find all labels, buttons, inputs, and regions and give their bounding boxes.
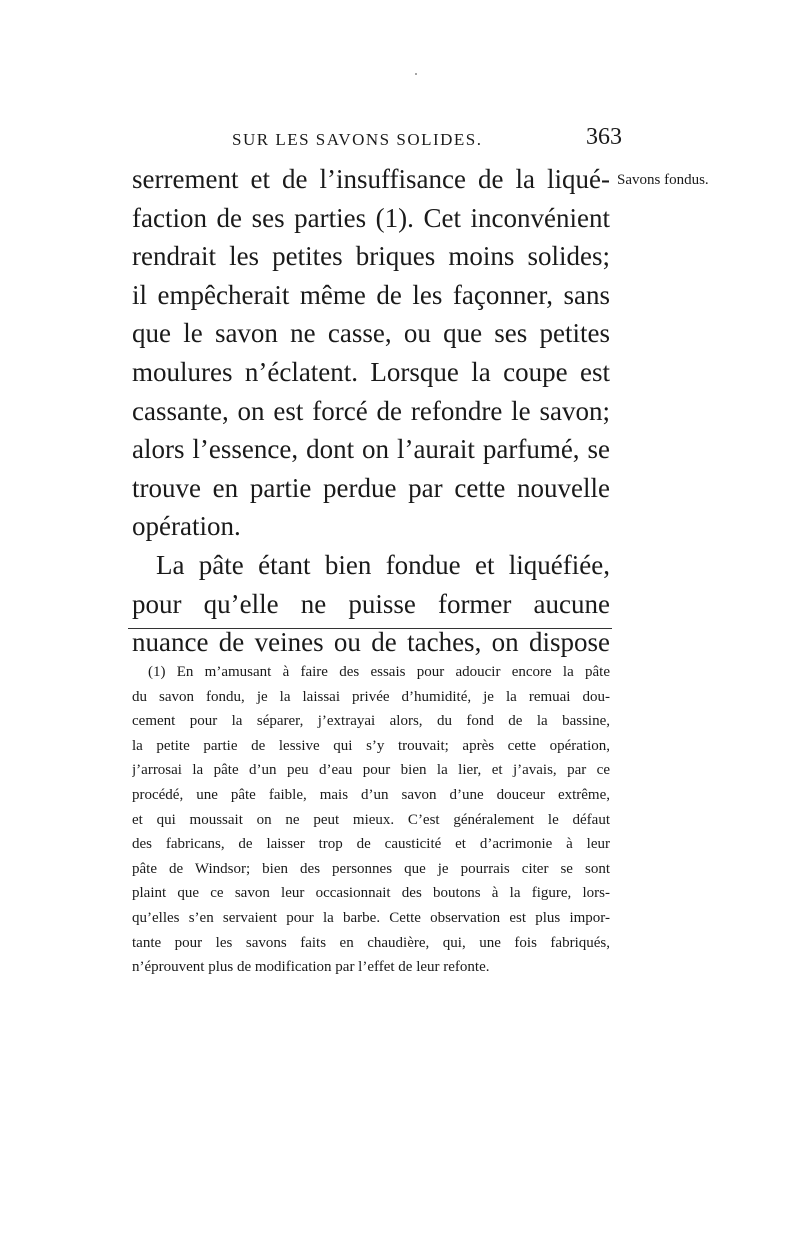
footnote-line: (1) En m’amusant à faire des essais pour adoucir encore la pâte: [148, 664, 610, 680]
body-line: opération.: [132, 511, 241, 542]
footnote: [132, 660, 610, 980]
body-line: rendrait les petites briques moins solides;: [132, 241, 610, 272]
footnote-line: tante pour les savons faits en chaudière, qui, une fois fabriqués,: [132, 934, 610, 951]
footnote-line: qu’elles s’en servaient pour la barbe. Cette observation est plus impor-: [132, 909, 610, 926]
footnote-line: du savon fondu, je la laissai privée d’humidité, je la remuai dou-: [132, 688, 610, 705]
body-text: [132, 160, 610, 662]
body-line: alors l’essence, dont on l’aurait parfumé, se: [132, 434, 610, 465]
body-line: moulures n’éclatent. Lorsque la coupe est: [132, 356, 610, 387]
body-line: serrement et de l’insuffisance de la liqué-: [132, 164, 610, 194]
margin-note: Savons fondus.: [617, 172, 709, 188]
body-line: faction de ses parties (1). Cet inconvénient: [132, 202, 610, 233]
footnote-line: pâte de Windsor; bien des personnes que je pourrais citer se sont: [132, 860, 610, 877]
footnote-line: n’éprouvent plus de modification par l’effet de leur refonte.: [132, 959, 490, 976]
body-line: nuance de veines ou de taches, on dispose: [132, 627, 610, 658]
body-line: trouve en partie perdue par cette nouvelle: [132, 472, 610, 503]
footnote-line: plaint que ce savon leur occasionnait des boutons à la figure, lors-: [132, 885, 610, 902]
body-line: La pâte étant bien fondue et liquéfiée,: [156, 549, 610, 580]
footnote-rule: [128, 628, 612, 629]
body-line: pour qu’elle ne puisse former aucune: [132, 588, 610, 619]
body-line: cassante, on est forcé de refondre le savon;: [132, 395, 610, 426]
footnote-line: des fabricans, de laisser trop de causticité et d’acrimonie à leur: [132, 836, 610, 853]
footnote-line: la petite partie de lessive qui s’y trouvait; après cette opération,: [132, 737, 610, 754]
running-head-title: SUR LES SAVONS SOLIDES.: [232, 130, 483, 149]
body-line: il empêcherait même de les façonner, sans: [132, 279, 610, 310]
running-head: [232, 126, 622, 156]
footnote-line: et qui moussait on ne peut mieux. C’est généralement le défaut: [132, 811, 610, 828]
page-number: 363: [586, 124, 622, 150]
footnote-line: cement pour la séparer, j’extrayai alors, du fond de la bassine,: [132, 713, 610, 730]
footnote-line: procédé, une pâte faible, mais d’un savon d’une douceur extrême,: [132, 786, 610, 803]
body-line: que le savon ne casse, ou que ses petites: [132, 318, 610, 349]
paper-speck: [415, 73, 417, 75]
footnote-line: j’arrosai la pâte d’un peu d’eau pour bien la lier, et j’avais, par ce: [132, 762, 610, 779]
